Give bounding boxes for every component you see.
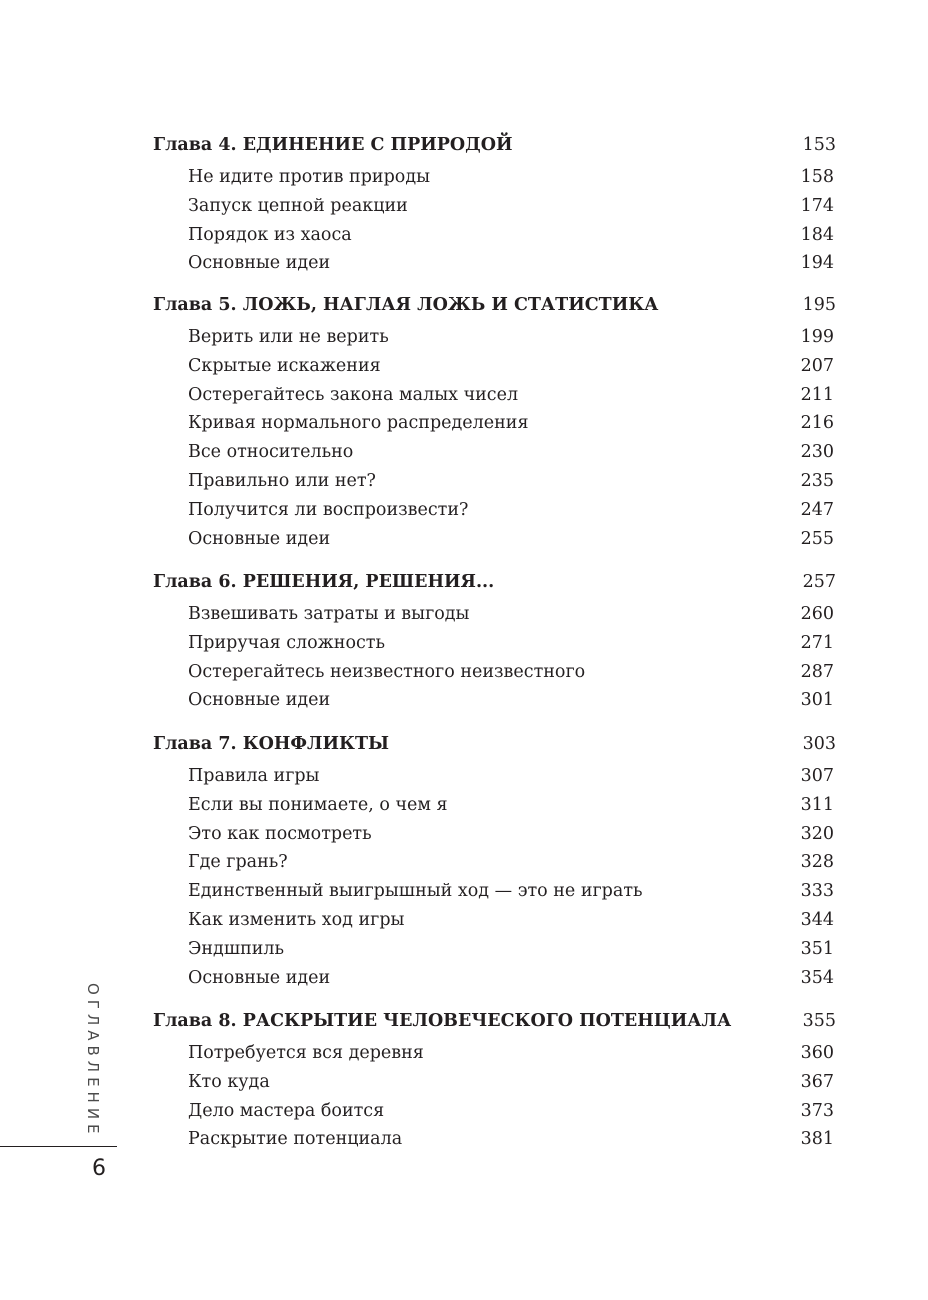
section-title: Потребуется вся деревня (188, 1043, 424, 1063)
section-entry[interactable] (188, 762, 834, 790)
section-entry[interactable] (188, 1097, 834, 1125)
chapter-page: 153 (802, 135, 836, 155)
section-entry[interactable] (188, 163, 834, 191)
section-entry[interactable] (188, 935, 834, 963)
section-title: Все относительно (188, 442, 354, 463)
section-page: 328 (800, 852, 834, 873)
section-title: Кто куда (188, 1071, 270, 1092)
chapter-title: Глава 7. КОНФЛИКТЫ (153, 734, 389, 754)
chapter-title: Глава 5. ЛОЖЬ, НАГЛАЯ ЛОЖЬ И СТАТИСТИКА (153, 295, 659, 315)
section-page: 199 (800, 327, 834, 347)
chapter-entry[interactable] (153, 291, 836, 319)
section-entry[interactable] (188, 249, 834, 277)
section-title: Кривая нормального распределения (188, 413, 529, 434)
section-page: 216 (800, 413, 834, 434)
section-entry[interactable] (188, 964, 834, 992)
section-page: 287 (800, 661, 834, 682)
section-entry[interactable] (188, 496, 834, 524)
section-title: Правильно или нет? (188, 471, 376, 491)
section-title: Порядок из хаоса (188, 224, 352, 245)
section-title: Дело мастера боится (188, 1100, 385, 1121)
section-title: Основные идеи (188, 528, 331, 549)
section-entry[interactable] (188, 381, 834, 409)
section-entry[interactable] (188, 221, 834, 249)
section-title: Правила игры (188, 766, 320, 786)
section-entry[interactable] (188, 658, 834, 686)
section-title: Запуск цепной реакции (188, 195, 408, 216)
section-page: 307 (800, 766, 834, 786)
section-page: 301 (800, 690, 834, 711)
section-title: Основные идеи (188, 967, 331, 988)
section-page: 207 (800, 355, 834, 376)
section-page: 247 (800, 499, 834, 520)
section-title: Взвешивать затраты и выгоды (188, 604, 470, 624)
section-entry[interactable] (188, 791, 834, 819)
chapter-entry[interactable] (153, 730, 836, 758)
section-page: 373 (800, 1100, 834, 1121)
chapter-page: 257 (802, 572, 836, 592)
section-title: Основные идеи (188, 253, 331, 274)
section-title: Верить или не верить (188, 327, 389, 347)
section-title: Получится ли воспроизвести? (188, 499, 469, 520)
section-page: 354 (800, 967, 834, 988)
page-number: 6 (92, 1156, 106, 1181)
chapter-page: 355 (802, 1011, 836, 1031)
chapter-entry[interactable] (153, 1007, 836, 1035)
section-title: Как изменить ход игры (188, 910, 405, 930)
section-entry[interactable] (188, 686, 834, 714)
section-title: Единственный выигрышный ход — это не играть (188, 881, 643, 902)
section-entry[interactable] (188, 323, 834, 351)
section-entry[interactable] (188, 438, 834, 466)
section-page: 174 (800, 195, 834, 216)
section-entry[interactable] (188, 409, 834, 437)
chapter-title: Глава 6. РЕШЕНИЯ, РЕШЕНИЯ... (153, 572, 495, 592)
section-entry[interactable] (188, 820, 834, 848)
section-page: 360 (800, 1043, 834, 1063)
chapter-page: 195 (802, 295, 836, 315)
section-title: Если вы понимаете, о чем я (188, 794, 448, 815)
section-entry[interactable] (188, 1039, 834, 1067)
section-title: Скрытые искажения (188, 355, 381, 376)
section-entry[interactable] (188, 906, 834, 934)
chapter-page: 303 (802, 734, 836, 754)
section-entry[interactable] (188, 877, 834, 905)
section-page: 333 (800, 881, 834, 902)
section-entry[interactable] (188, 352, 834, 380)
section-page: 158 (800, 167, 834, 187)
section-page: 344 (800, 910, 834, 930)
section-title: Раскрытие потенциала (188, 1129, 403, 1150)
section-entry[interactable] (188, 629, 834, 657)
section-page: 235 (800, 471, 834, 491)
section-title: Где грань? (188, 852, 288, 873)
section-page: 271 (800, 632, 834, 653)
section-title: Остерегайтесь неизвестного неизвестного (188, 661, 586, 682)
section-entry[interactable] (188, 1125, 834, 1153)
section-page: 381 (800, 1129, 834, 1150)
section-page: 351 (800, 938, 834, 959)
chapter-entry[interactable] (153, 568, 836, 596)
section-entry[interactable] (188, 467, 834, 495)
margin-rule (0, 1146, 117, 1147)
section-page: 230 (800, 442, 834, 463)
section-title: Не идите против природы (188, 167, 431, 187)
section-page: 260 (800, 604, 834, 624)
section-page: 311 (800, 794, 834, 815)
section-title: Остерегайтесь закона малых чисел (188, 384, 519, 405)
section-title: Приручая сложность (188, 632, 385, 653)
section-page: 320 (800, 823, 834, 844)
running-header-label: ОГЛАВЛЕНИЕ (84, 983, 102, 1139)
section-entry[interactable] (188, 848, 834, 876)
section-title: Это как посмотреть (188, 823, 372, 844)
section-page: 194 (800, 253, 834, 274)
section-entry[interactable] (188, 600, 834, 628)
section-page: 211 (800, 384, 834, 405)
section-entry[interactable] (188, 1068, 834, 1096)
section-page: 184 (800, 224, 834, 245)
chapter-entry[interactable] (153, 131, 836, 159)
chapter-title: Глава 8. РАСКРЫТИЕ ЧЕЛОВЕЧЕСКОГО ПОТЕНЦИАЛА (153, 1011, 732, 1031)
section-page: 367 (800, 1071, 834, 1092)
section-page: 255 (800, 528, 834, 549)
section-title: Основные идеи (188, 690, 331, 711)
section-entry[interactable] (188, 192, 834, 220)
section-title: Эндшпиль (188, 938, 285, 959)
chapter-title: Глава 4. ЕДИНЕНИЕ С ПРИРОДОЙ (153, 135, 513, 155)
section-entry[interactable] (188, 525, 834, 553)
